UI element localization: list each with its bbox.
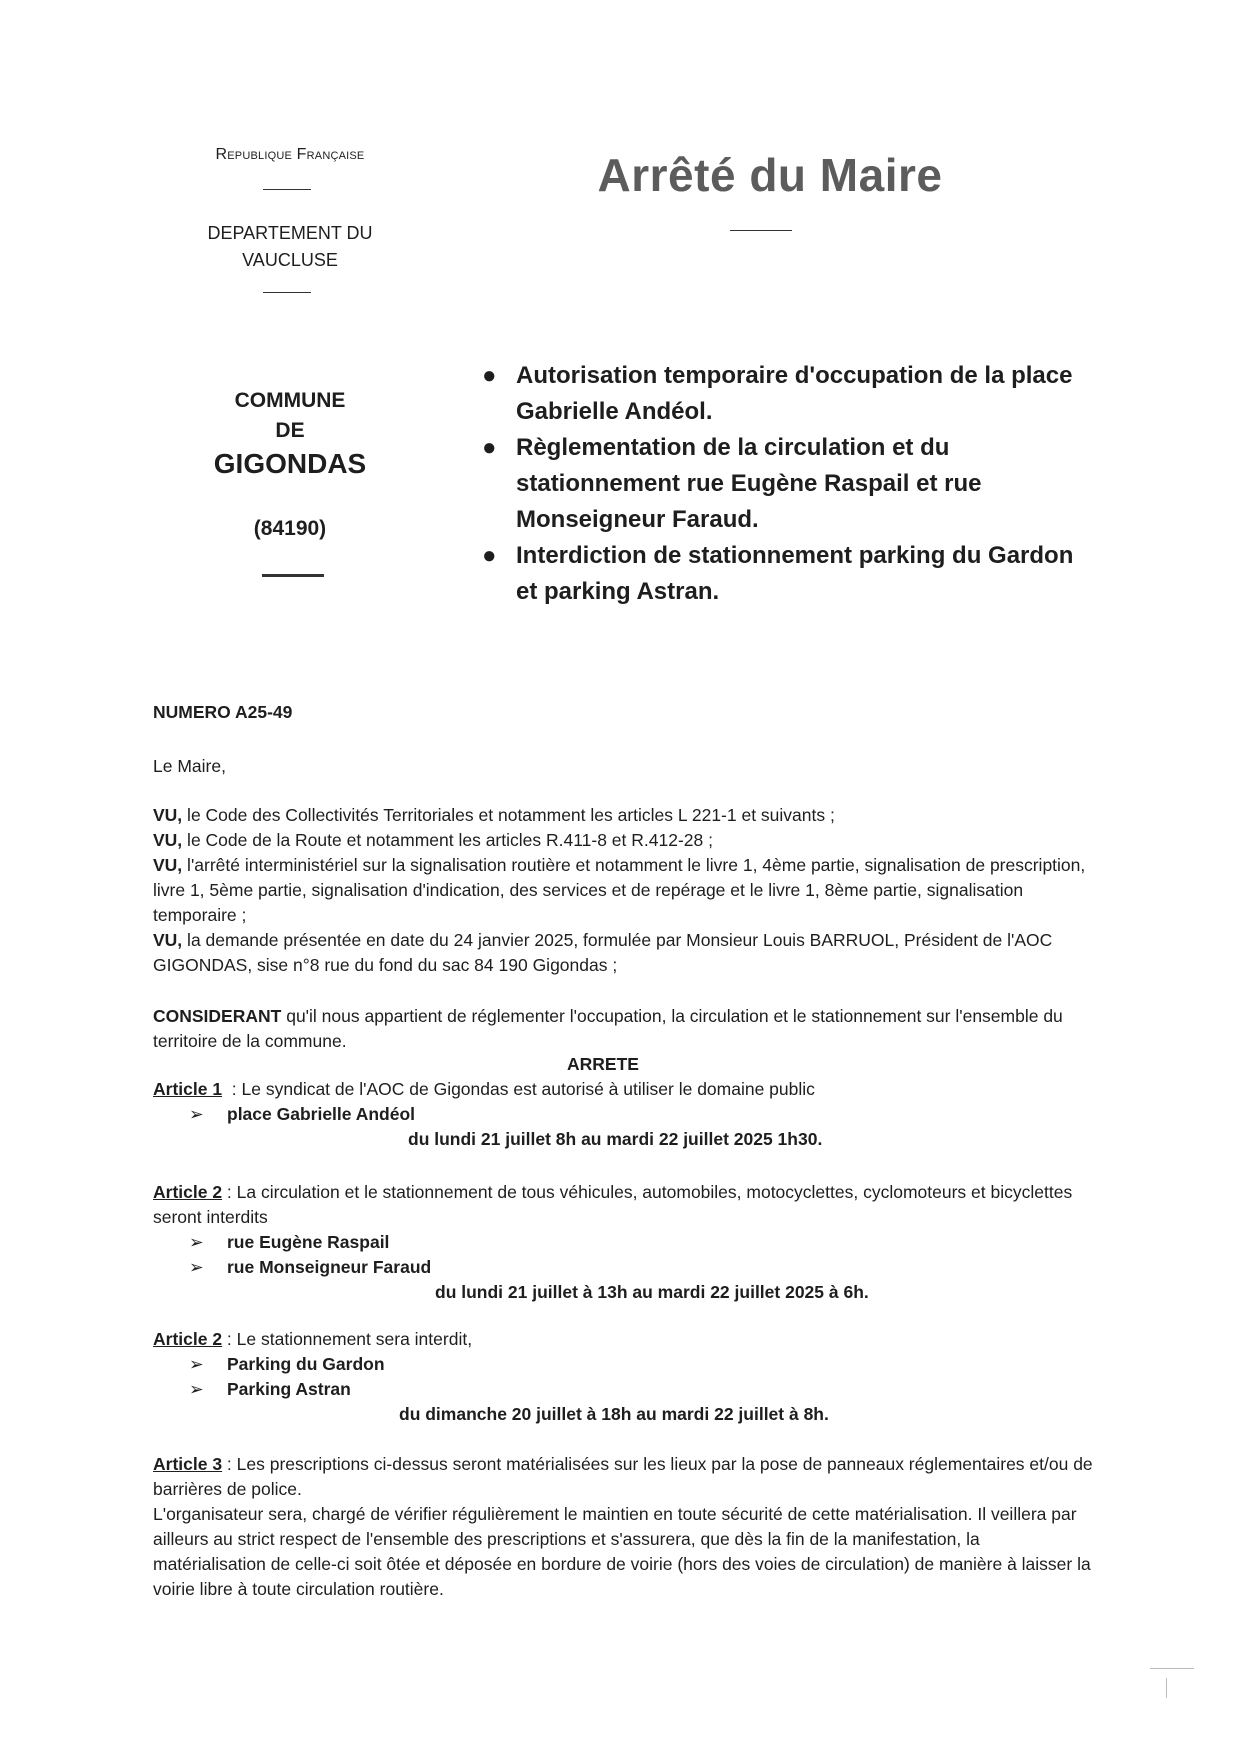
article-text: Article 2 : La circulation et le stationnement de tous véhicules, automobiles, motocyclettes, cyclomoteurs et bicyclettes seront interdits [153,1182,1073,1227]
arrow-bullet-icon: ➢ [189,1379,204,1399]
commune-line2: DE [275,419,305,442]
departement-line1: DEPARTEMENT DU [207,223,373,243]
vu-line: VU, la demande présentée en date du 24 janvier 2025, formulée par Monsieur Louis BARRUOL, Président de l'AOC GIGONDAS, sise n°8 rue du fond du sac 84 190 Gigondas ; [153,930,1053,975]
divider [730,230,792,231]
page-title: Arrêté du Maire [597,149,943,201]
article-label: Article 2 [153,1329,223,1349]
scan-mark [1150,1668,1194,1669]
le-maire: Le Maire, [153,756,226,776]
decree-objects-list [482,358,1082,610]
article-1 [153,1077,1093,1152]
article-text: Article 1 : Le syndicat de l'AOC de Gigondas est autorisé à utiliser le domaine public [153,1079,815,1099]
arrow-bullet-icon: ➢ [189,1257,204,1277]
article-period: du lundi 21 juillet à 13h au mardi 22 juillet 2025 à 6h. [435,1282,869,1302]
vu-line: VU, le Code des Collectivités Territoriales et notamment les articles L 221-1 et suivants ; [153,805,835,825]
arrow-bullet-icon: ➢ [189,1232,204,1252]
decree-number: NUMERO A25-49 [153,702,293,722]
arrete-heading: ARRETE [567,1054,639,1074]
list-item: ➢ Parking Astran [153,1377,1093,1402]
vu-section [153,803,1093,978]
considerant-section: CONSIDERANT qu'il nous appartient de réglementer l'occupation, la circulation et le stationnement sur l'ensemble du territoire de la commune. [153,1006,1063,1051]
commune-name: GIGONDAS [213,448,367,479]
vu-line: VU, le Code de la Route et notamment les articles R.411-8 et R.412-28 ; [153,830,713,850]
vu-line: VU, l'arrêté interministériel sur la signalisation routière et notamment le livre 1, 4ème partie, signalisation de prescription, livre 1, 5ème partie, signalisation d'indication, des services et de repérage et le livre 1, 8ème partie, signalisation temporaire ; [153,855,1086,925]
bullet-icon: ● [482,362,497,389]
list-item: ● Règlementation de la circulation et du stationnement rue Eugène Raspail et rue Monseigneur Faraud. [482,430,1082,538]
article-period: du dimanche 20 juillet à 18h au mardi 22 juillet à 8h. [399,1404,829,1424]
bullet-icon: ● [482,434,497,461]
divider [263,292,311,293]
list-item: ● Interdiction de stationnement parking du Gardon et parking Astran. [482,538,1082,610]
article-3 [153,1452,1093,1602]
commune-label [160,386,420,446]
departement-label [160,220,420,274]
departement-line2: VAUCLUSE [242,250,338,270]
article-text-continued: L'organisateur sera, chargé de vérifier régulièrement le maintien en toute sécurité de cette matérialisation. Il veillera par ailleurs au strict respect de l'ensemble des prescriptions et s'assurera, que dès la fin de la manifestation, la matérialisation de celle-ci soit ôtée et déposée en bordure de voirie (hors des voies de circulation) de manière à laisser la voirie libre à toute circulation routière. [153,1504,1091,1599]
postal-code: (84190) [253,517,327,540]
bullet-icon: ● [482,542,497,569]
scan-mark [1166,1678,1167,1698]
list-item: ➢ rue Monseigneur Faraud [153,1255,1093,1280]
article-2 [153,1180,1093,1305]
article-label: Article 1 [153,1079,223,1099]
list-item: ➢ Parking du Gardon [153,1352,1093,1377]
article-label: Article 2 [153,1182,223,1202]
article-label: Article 3 [153,1454,223,1474]
arrow-bullet-icon: ➢ [189,1354,204,1374]
list-item: ● Autorisation temporaire d'occupation de la place Gabrielle Andéol. [482,358,1082,430]
article-period: du lundi 21 juillet 8h au mardi 22 juillet 2025 1h30. [408,1129,823,1149]
list-item: ➢ rue Eugène Raspail [153,1230,1093,1255]
article-text: Article 3 : Les prescriptions ci-dessus seront matérialisées sur les lieux par la pose de panneaux réglementaires et/ou de barrières de police. [153,1454,1093,1499]
article-text: Article 2 : Le stationnement sera interdit, [153,1329,473,1349]
republique-label: Republique Française [215,146,365,163]
commune-line1: COMMUNE [234,389,346,412]
arrow-bullet-icon: ➢ [189,1104,204,1124]
list-item: ➢ place Gabrielle Andéol [153,1102,1093,1127]
divider [263,189,311,190]
divider [262,574,324,577]
article-2b [153,1327,1093,1427]
